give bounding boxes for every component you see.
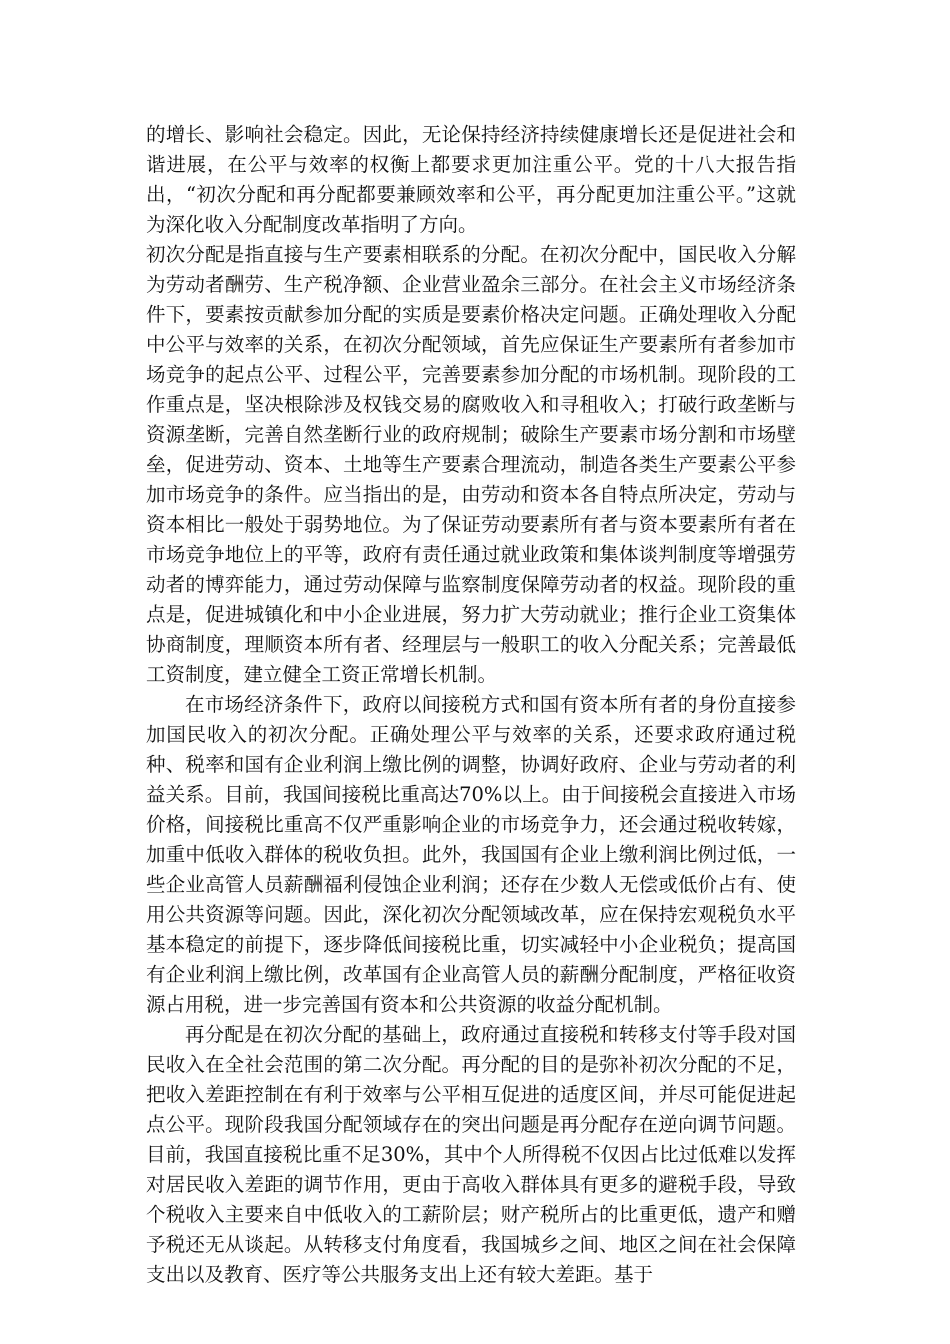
document-page — [146, 120, 796, 1290]
paragraph-government-indirect-tax: 在市场经济条件下，政府以间接税方式和国有资本所有者的身份直接参加国民收入的初次分配。正确处理公平与效率的关系，还要求政府通过税种、税率和国有企业利润上缴比例的调整，协调好政府、企业与劳动者的利益关系。目前，我国间接税比重高达70%以上。由于间接税会直接进入市场价格，间接税比重高不仅严重影响企业的市场竞争力，还会通过税收转嫁，加重中低收入群体的税收负担。此外，我国国有企业上缴利润比例过低，一些企业高管人员薪酬福利侵蚀企业利润；还存在少数人无偿或低价占有、使用公共资源等问题。因此，深化初次分配领域改革，应在保持宏观税负水平基本稳定的前提下，逐步降低间接税比重，切实减轻中小企业税负；提高国有企业利润上缴比例，改革国有企业高管人员的薪酬分配制度，严格征收资源占用税，进一步完善国有资本和公共资源的收益分配机制。 — [146, 693, 796, 1016]
paragraph-redistribution: 再分配是在初次分配的基础上，政府通过直接税和转移支付等手段对国民收入在全社会范围的第二次分配。再分配的目的是弥补初次分配的不足，把收入差距控制在有利于效率与公平相互促进的适度区间，并尽可能促进起点公平。现阶段我国分配领域存在的突出问题是再分配存在逆向调节问题。目前，我国直接税比重不足30%，其中个人所得税不仅因占比过低难以发挥对居民收入差距的调节作用，更由于高收入群体具有更多的避税手段，导致个税收入主要来自中低收入的工薪阶层；财产税所占的比重更低，遗产和赠予税还无从谈起。从转移支付角度看，我国城乡之间、地区之间在社会保障支出以及教育、医疗等公共服务支出上还有较大差距。基于 — [146, 1023, 796, 1286]
paragraph-primary-distribution: 初次分配是指直接与生产要素相联系的分配。在初次分配中，国民收入分解为劳动者酬劳、生产税净额、企业营业盈余三部分。在社会主义市场经济条件下，要素按贡献参加分配的实质是要素价格决定问题。正确处理收入分配中公平与效率的关系，在初次分配领域，首先应保证生产要素所有者参加市场竞争的起点公平、过程公平，完善要素参加分配的市场机制。现阶段的工作重点是，坚决根除涉及权钱交易的腐败收入和寻租收入；打破行政垄断与资源垄断，完善自然垄断行业的政府规制；破除生产要素市场分割和市场壁垒，促进劳动、资本、土地等生产要素合理流动，制造各类生产要素公平参加市场竞争的条件。应当指出的是，由劳动和资本各自特点所决定，劳动与资本相比一般处于弱势地位。为了保证劳动要素所有者与资本要素所有者在市场竞争地位上的平等，政府有责任通过就业政策和集体谈判制度等增强劳动者的博弈能力，通过劳动保障与监察制度保障劳动者的权益。现阶段的重点是，促进城镇化和中小企业进展，努力扩大劳动就业；推行企业工资集体协商制度，理顺资本所有者、经理层与一般职工的收入分配关系；完善最低工资制度，建立健全工资正常增长机制。 — [146, 243, 796, 686]
paragraph-income-distribution-intro: 的增长、影响社会稳定。因此，无论保持经济持续健康增长还是促进社会和谐进展，在公平与效率的权衡上都要求更加注重公平。党的十八大报告指出，“初次分配和再分配都要兼顾效率和公平，再分配更加注重公平。”这就为深化收入分配制度改革指明了方向。 — [146, 123, 796, 236]
